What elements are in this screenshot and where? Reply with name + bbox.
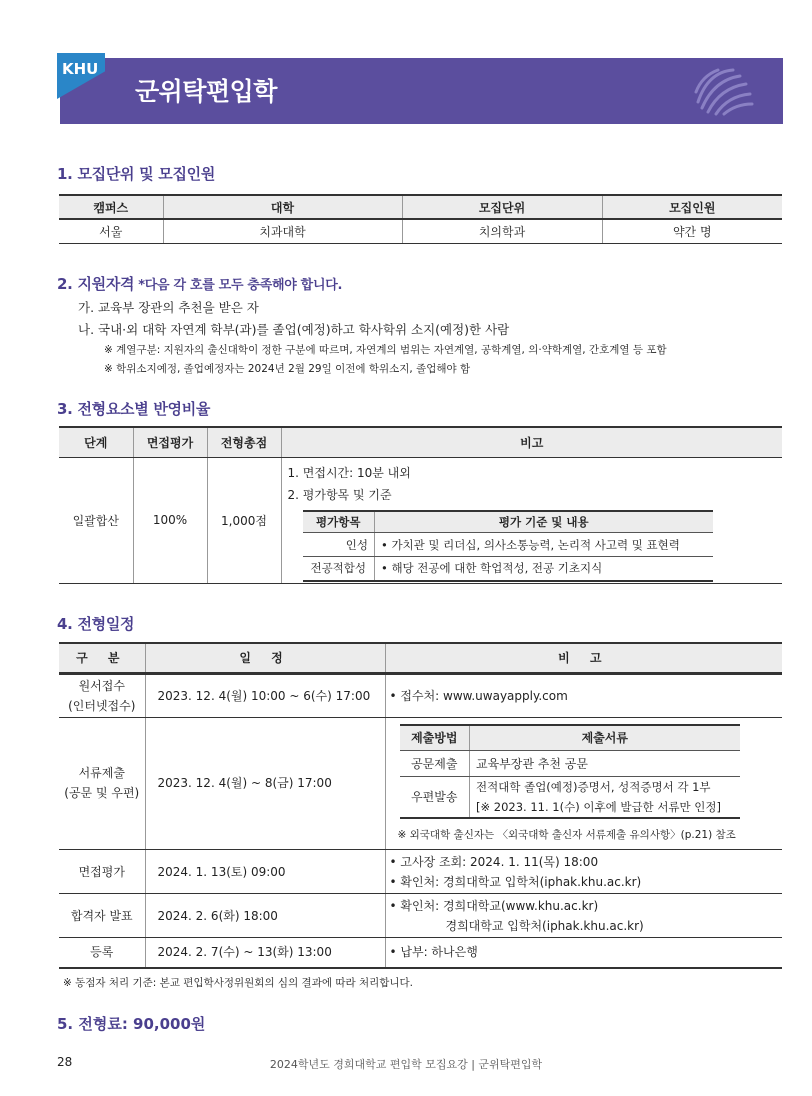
doc-item: 교육부장관 추천 공문: [470, 751, 740, 777]
schedule-note: [385, 894, 782, 938]
col-criteria-item: 평가항목: [303, 511, 375, 533]
remarks-line: 2. 평가항목 및 기준: [287, 487, 392, 502]
col-schedule: 일 정: [145, 643, 385, 673]
col-campus: 캠퍼스: [59, 195, 163, 219]
cell-remarks: [281, 457, 782, 583]
col-stage: 단계: [59, 427, 133, 457]
criteria-table: [303, 510, 713, 582]
col-count: 모집인원: [602, 195, 782, 219]
cell-interview: 100%: [133, 457, 207, 583]
section-2-heading: 2. 지원자격: [57, 275, 135, 293]
section-2-title: [57, 273, 342, 294]
schedule-date: 2023. 12. 4(월) ~ 8(금) 17:00: [145, 717, 385, 850]
doc-method: 우편발송: [400, 777, 470, 819]
docs-note: ※ 외국대학 출신자는 〈외국대학 출신자 서류제출 유의사항〉(p.21) 참조: [397, 829, 736, 841]
criteria-item: 인성: [303, 533, 375, 557]
col-interview: 면접평가: [133, 427, 207, 457]
cell-stage: 일괄합산: [59, 457, 133, 583]
col-documents: 제출서류: [470, 725, 740, 751]
section-4-title: 4. 전형일정: [57, 615, 135, 633]
schedule-label: [59, 717, 145, 850]
col-total: 전형총점: [207, 427, 281, 457]
section-5-title: 5. 전형료: 90,000원: [57, 1015, 206, 1033]
weighting-table: [59, 426, 782, 584]
table-row: [59, 457, 782, 583]
schedule-date: 2023. 12. 4(월) 10:00 ~ 6(수) 17:00: [145, 673, 385, 717]
cell-college: 치과대학: [163, 219, 402, 243]
table-row: [59, 894, 782, 938]
cell-campus: 서울: [59, 219, 163, 243]
doc-item: [470, 777, 740, 819]
page-number: 28: [57, 1055, 73, 1069]
schedule-table: [59, 642, 782, 969]
table-row: [59, 850, 782, 894]
section-1-title: 1. 모집단위 및 모집인원: [57, 165, 216, 183]
col-remarks: 비고: [281, 427, 782, 457]
schedule-label: 등록: [59, 938, 145, 968]
qualification-item: 나. 국내·외 대학 자연계 학부(과)를 졸업(예정)하고 학사학위 소지(예정)한 사람: [78, 322, 510, 337]
schedule-label: [59, 673, 145, 717]
col-criteria-desc: 평가 기준 및 내용: [375, 511, 713, 533]
criteria-desc: • 해당 전공에 대한 학업적성, 전공 기초지식: [375, 557, 713, 581]
recruitment-table: [59, 194, 782, 244]
col-category: 구 분: [59, 643, 145, 673]
note-line: • 고사장 조회: 2024. 1. 11(목) 18:00: [389, 854, 599, 869]
col-unit: 모집단위: [402, 195, 602, 219]
note-line: 경희대학교 입학처(iphak.khu.ac.kr): [445, 918, 644, 933]
cell-unit: 치의학과: [402, 219, 602, 243]
criteria-desc: • 가치관 및 리더십, 의사소통능력, 논리적 사고력 및 표현력: [375, 533, 713, 557]
doc-line: [※ 2023. 11. 1(수) 이후에 발급한 서류만 인정]: [476, 800, 722, 814]
schedule-note: • 납부: 하나은행: [385, 938, 782, 968]
doc-line: 전적대학 졸업(예정)증명서, 성적증명서 각 1부: [476, 780, 711, 794]
col-college: 대학: [163, 195, 402, 219]
schedule-date: 2024. 2. 7(수) ~ 13(화) 13:00: [145, 938, 385, 968]
schedule-note: [385, 850, 782, 894]
note-line: • 확인처: 경희대학교(www.khu.ac.kr): [389, 898, 599, 913]
schedule-label: 합격자 발표: [59, 894, 145, 938]
schedule-note: • 접수처: www.uwayapply.com: [385, 673, 782, 717]
documents-table: [400, 724, 740, 820]
schedule-label-sub: (공문 및 우편): [64, 786, 140, 801]
table-row: [59, 717, 782, 850]
schedule-date: 2024. 1. 13(토) 09:00: [145, 850, 385, 894]
page-footer: 2024학년도 경희대학교 편입학 모집요강 | 군위탁편입학: [269, 1058, 543, 1071]
schedule-label-main: 서류제출: [78, 766, 125, 781]
table-row: [400, 777, 740, 819]
section-2-note: *다음 각 호를 모두 충족해야 합니다.: [138, 278, 343, 293]
logo: KHU: [62, 60, 99, 78]
table-row: [59, 938, 782, 968]
cell-count: 약간 명: [602, 219, 782, 243]
schedule-label-sub: (인터넷접수): [68, 698, 136, 713]
doc-method: 공문제출: [400, 751, 470, 777]
qualification-item: 가. 교육부 장관의 추천을 받은 자: [78, 300, 259, 315]
page-title: 군위탁편입학: [135, 77, 277, 106]
remarks-line: 1. 면접시간: 10분 내외: [287, 465, 411, 480]
schedule-label-main: 원서접수: [78, 678, 125, 693]
table-row: [59, 673, 782, 717]
table-row: [303, 533, 713, 557]
table-row: [400, 751, 740, 777]
schedule-date: 2024. 2. 6(화) 18:00: [145, 894, 385, 938]
cell-total: 1,000점: [207, 457, 281, 583]
table-row: [303, 557, 713, 581]
tie-break-note: ※ 동점자 처리 기준: 본교 편입학사정위원회의 심의 결과에 따라 처리합니다.: [63, 977, 414, 989]
qualification-note: ※ 학위소지예정, 졸업예정자는 2024년 2월 29일 이전에 학위소지, 졸업해야 함: [104, 363, 471, 375]
qualification-note: ※ 계열구분: 지원자의 출신대학이 정한 구분에 따르며, 자연계의 범위는 자연계열, 공학계열, 의·약학계열, 간호계열 등 포함: [104, 344, 667, 356]
criteria-item: 전공적합성: [303, 557, 375, 581]
section-3-title: 3. 전형요소별 반영비율: [57, 400, 211, 418]
schedule-label: 면접평가: [59, 850, 145, 894]
schedule-note: [385, 717, 782, 850]
col-method: 제출방법: [400, 725, 470, 751]
col-notes: 비 고: [385, 643, 782, 673]
lion-emblem-icon: [688, 62, 758, 118]
note-line: • 확인처: 경희대학교 입학처(iphak.khu.ac.kr): [389, 874, 642, 889]
table-row: [59, 219, 782, 243]
